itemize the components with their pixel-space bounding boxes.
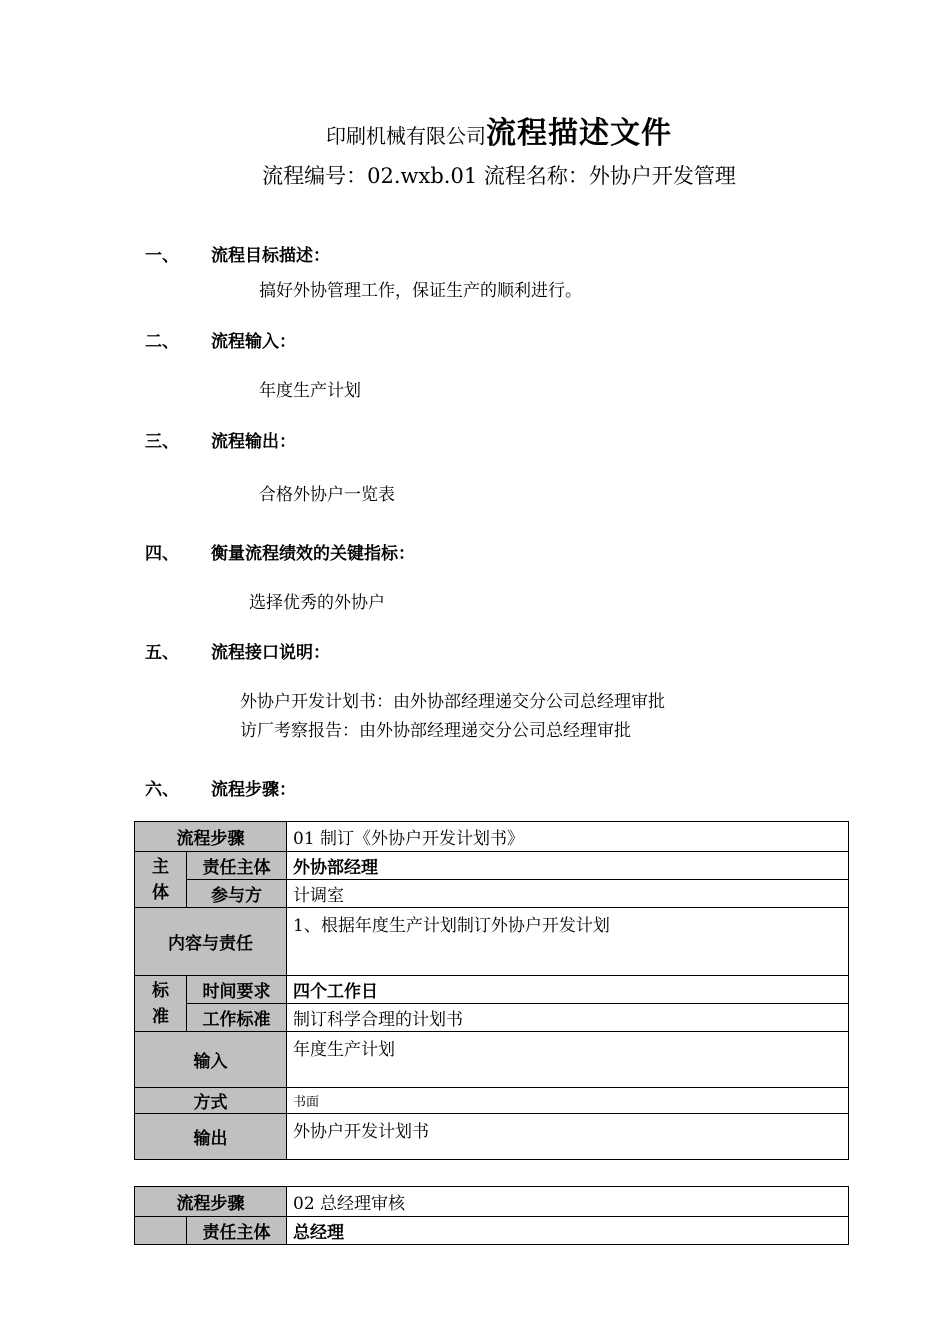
- time-req-label: 时间要求: [187, 976, 287, 1004]
- section-5-text-2: 访厂考察报告：由外协部经理递交分公司总经理审批: [240, 721, 631, 741]
- step-label: 流程步骤: [135, 822, 287, 852]
- step-value: 02 总经理审核: [287, 1187, 849, 1217]
- subject-label-cell: [135, 1217, 187, 1245]
- content-label: 内容与责任: [135, 908, 287, 976]
- section-5-heading: [145, 638, 330, 663]
- owner-value: 总经理: [287, 1217, 849, 1245]
- table-row: [135, 822, 849, 852]
- section-6-heading: [145, 775, 296, 800]
- standard-label: 标准: [135, 976, 187, 1032]
- output-label: 输出: [135, 1114, 287, 1160]
- doc-title: 流程描述文件: [486, 116, 672, 151]
- section-number: 六、: [145, 780, 179, 800]
- table-row: [135, 1187, 849, 1217]
- section-5-text-1: 外协户开发计划书：由外协部经理递交分公司总经理审批: [240, 692, 665, 712]
- section-1-heading: [145, 241, 330, 266]
- participant-value: 计调室: [287, 880, 849, 908]
- step-value: 01 制订《外协户开发计划书》: [287, 822, 849, 852]
- section-number: 三、: [145, 432, 179, 452]
- table-row: [135, 880, 849, 908]
- work-std-label: 工作标准: [187, 1004, 287, 1032]
- step-table-2: [134, 1186, 849, 1245]
- owner-label: 责任主体: [187, 852, 287, 880]
- section-title: 流程步骤：: [211, 780, 296, 800]
- table-row: [135, 1004, 849, 1032]
- section-title: 流程目标描述：: [211, 246, 330, 266]
- table-row: [135, 1114, 849, 1160]
- time-req-value: 四个工作日: [287, 976, 849, 1004]
- section-3-heading: [145, 427, 296, 452]
- section-2-heading: [145, 327, 296, 352]
- section-2-text: 年度生产计划: [259, 381, 361, 401]
- section-number: 二、: [145, 332, 179, 352]
- step-table-1: [134, 821, 849, 1160]
- table-row: [135, 1217, 849, 1245]
- section-4-heading: [145, 539, 415, 564]
- section-4-text: 选择优秀的外协户: [249, 593, 385, 613]
- table-row: [135, 852, 849, 880]
- owner-value: 外协部经理: [287, 852, 849, 880]
- table-row: [135, 1088, 849, 1114]
- table-row: [135, 976, 849, 1004]
- work-std-value: 制订科学合理的计划书: [287, 1004, 849, 1032]
- section-title: 流程接口说明：: [211, 643, 330, 663]
- process-subtitle: 流程编号：02.wxb.01 流程名称：外协户开发管理: [262, 164, 736, 188]
- owner-label: 责任主体: [187, 1217, 287, 1245]
- section-number: 五、: [145, 643, 179, 663]
- table-row: [135, 1032, 849, 1088]
- section-1-text: 搞好外协管理工作，保证生产的顺利进行。: [259, 281, 582, 301]
- participant-label: 参与方: [187, 880, 287, 908]
- section-title: 流程输出：: [211, 432, 296, 452]
- company-name: 印刷机械有限公司: [326, 124, 486, 148]
- section-3-text: 合格外协户一览表: [259, 485, 395, 505]
- section-number: 一、: [145, 246, 179, 266]
- section-title: 衡量流程绩效的关键指标：: [211, 544, 415, 564]
- input-value: 年度生产计划: [287, 1032, 849, 1088]
- method-label: 方式: [135, 1088, 287, 1114]
- method-value: 书面: [287, 1088, 849, 1114]
- document-title: [0, 108, 950, 152]
- content-value: 1、根据年度生产计划制订外协户开发计划: [287, 908, 849, 976]
- section-number: 四、: [145, 544, 179, 564]
- step-label: 流程步骤: [135, 1187, 287, 1217]
- output-value: 外协户开发计划书: [287, 1114, 849, 1160]
- subject-label: 主体: [135, 852, 187, 908]
- input-label: 输入: [135, 1032, 287, 1088]
- table-row: [135, 908, 849, 976]
- section-title: 流程输入：: [211, 332, 296, 352]
